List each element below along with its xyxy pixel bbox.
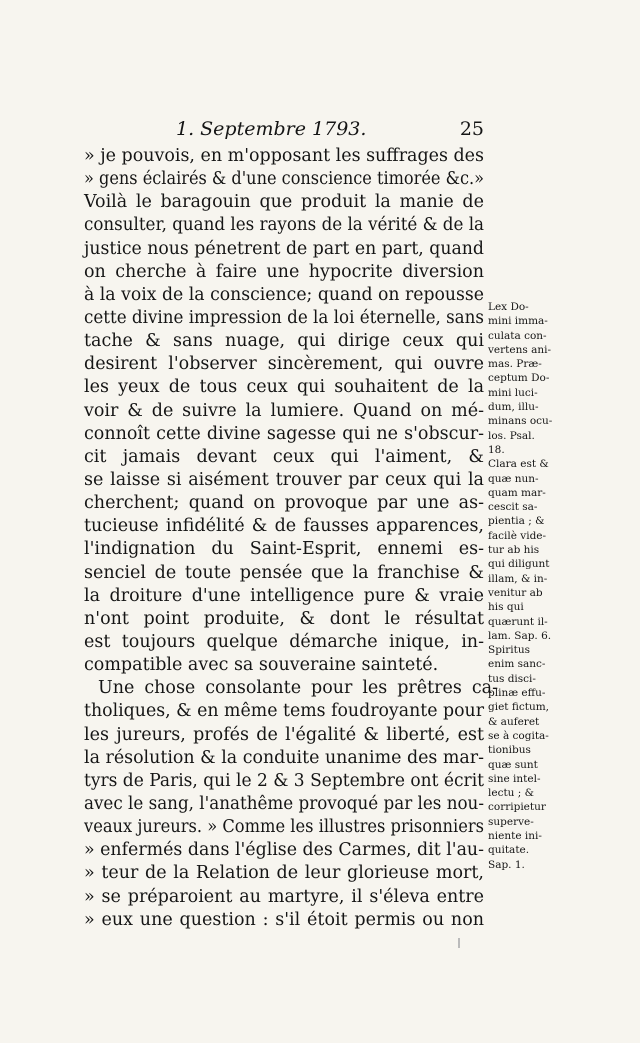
margin-note-line: quæ sunt [488, 758, 538, 771]
text-line: on cherche à faire une hypocrite diversion [84, 261, 484, 282]
text-line: cherchent; quand on provoque par une as- [84, 493, 484, 514]
margin-note-line: lectu ; & [488, 787, 534, 800]
margin-note-line: quærunt il- [488, 615, 548, 628]
margin-note-line: tur ab his [488, 544, 540, 557]
margin-note-line: Sap. 1. [488, 858, 525, 871]
text-line: à la voix de la conscience; quand on repousse [84, 284, 484, 305]
margin-note-line: pientia ; & [488, 515, 545, 528]
text-line: consulter, quand les rayons de la vérité & de la [84, 215, 484, 236]
text-line: justice nous pénetrent de part en part, quand [84, 238, 484, 259]
margin-note-line: Lex Do- [488, 301, 529, 313]
margin-note-line: & auferet [488, 715, 540, 728]
text-line: veaux jureurs. » Comme les illustres prisonniers [84, 817, 484, 838]
margin-note-line: quam mar- [488, 486, 546, 499]
text-line: Voilà le baragouin que produit la manie de [84, 192, 484, 213]
margin-note-line: his qui [488, 601, 524, 614]
text-line: tyrs de Paris, qui le 2 & 3 Septembre ont écrit [84, 770, 484, 791]
text-line: les jureurs, profés de l'égalité & liberté, est [84, 724, 484, 745]
margin-note-line: quitate. [488, 844, 530, 857]
text-line: desirent l'observer sincèrement, qui ouvre [84, 354, 484, 375]
margin-note-line: culata con- [488, 329, 547, 342]
text-line: avec le sang, l'anathême provoqué par les nou- [84, 793, 484, 814]
margin-note [488, 300, 570, 872]
running-title-date: 1. Septembre 1793. [176, 118, 367, 140]
margin-note-line: los. Psal. [488, 429, 535, 442]
page-number: 25 [459, 118, 484, 140]
margin-note-line: cescit sa- [488, 501, 538, 514]
margin-note-line: Spiritus [488, 644, 531, 657]
margin-note-line: facilè vide- [488, 529, 547, 542]
margin-note-line: plinæ effu- [488, 687, 546, 700]
text-line: la droiture d'une intelligence pure & vraie [84, 585, 484, 606]
text-line: » teur de la Relation de leur glorieuse mort, [84, 863, 484, 884]
text-line: senciel de toute pensée que la franchise & [84, 562, 484, 583]
margin-note-line: venitur ab [488, 586, 543, 599]
margin-note-line: mini imma- [488, 315, 548, 328]
text-line: la résolution & la conduite unanime des mar- [84, 747, 484, 768]
margin-note-line: quæ nun- [488, 472, 539, 485]
text-line: » gens éclairés & d'une conscience timorée &c.» [84, 169, 484, 190]
margin-note-line: enim sanc- [488, 658, 546, 671]
margin-note-line: niente ini- [488, 829, 542, 842]
text-line: l'indignation du Saint-Esprit, ennemi es- [84, 539, 484, 560]
text-line: compatible avec sa souveraine sainteté. [84, 655, 439, 676]
text-line: les yeux de tous ceux qui souhaitent de la [84, 377, 484, 398]
paper-speck [458, 938, 460, 948]
text-line: » eux une question : s'il étoit permis ou non [84, 909, 484, 930]
text-line: tache & sans nuage, qui dirige ceux qui [84, 331, 484, 352]
margin-note-line: ceptum Do- [488, 372, 550, 385]
margin-note-line: corripietur [488, 801, 546, 814]
margin-note-line: illam, & in- [488, 572, 548, 585]
text-line: cette divine impression de la loi éternelle, sans [84, 307, 484, 328]
text-line: n'ont point produite, & dont le résultat [84, 608, 484, 629]
margin-note-line: se à cogita- [488, 729, 549, 742]
margin-note-line: sine intel- [488, 772, 541, 785]
margin-note-line: mini luci- [488, 386, 538, 399]
margin-note-line: lam. Sap. 6. [488, 629, 552, 642]
text-line: » enfermés dans l'église des Carmes, dit l'au- [84, 840, 484, 861]
margin-note-line: mas. Præ- [488, 358, 542, 371]
margin-note-line: tionibus [488, 744, 531, 757]
margin-note-line: Clara est & [488, 458, 549, 471]
text-line: tholiques, & en même tems foudroyante pour [84, 701, 484, 722]
margin-note-line: giet fictum, [488, 701, 550, 714]
margin-note-line: minans ocu- [488, 415, 553, 428]
margin-note-line: qui diligunt [488, 558, 550, 571]
text-line: est toujours quelque démarche inique, in- [84, 631, 484, 652]
margin-note-line: 18. [488, 443, 505, 456]
text-line: » je pouvois, en m'opposant les suffrages des [84, 146, 484, 166]
margin-note-line: dum, illu- [488, 401, 539, 414]
text-line: tucieuse infidélité & de fausses apparences, [84, 516, 484, 537]
text-line: cit jamais devant ceux qui l'aiment, & [84, 446, 484, 467]
text-line: voir & de suivre la lumiere. Quand on mé- [84, 400, 484, 421]
margin-note-line: superve- [488, 815, 534, 828]
margin-note-line: tus disci- [488, 672, 536, 685]
text-line: se laisse si aisément trouver par ceux qui la [84, 469, 484, 490]
text-line: Une chose consolante pour les prêtres ca- [98, 678, 498, 699]
text-line: connoît cette divine sagesse qui ne s'obscur- [84, 423, 484, 444]
margin-note-line: vertens ani- [488, 343, 552, 356]
text-line: » se préparoient au martyre, il s'éleva entre [84, 886, 484, 907]
